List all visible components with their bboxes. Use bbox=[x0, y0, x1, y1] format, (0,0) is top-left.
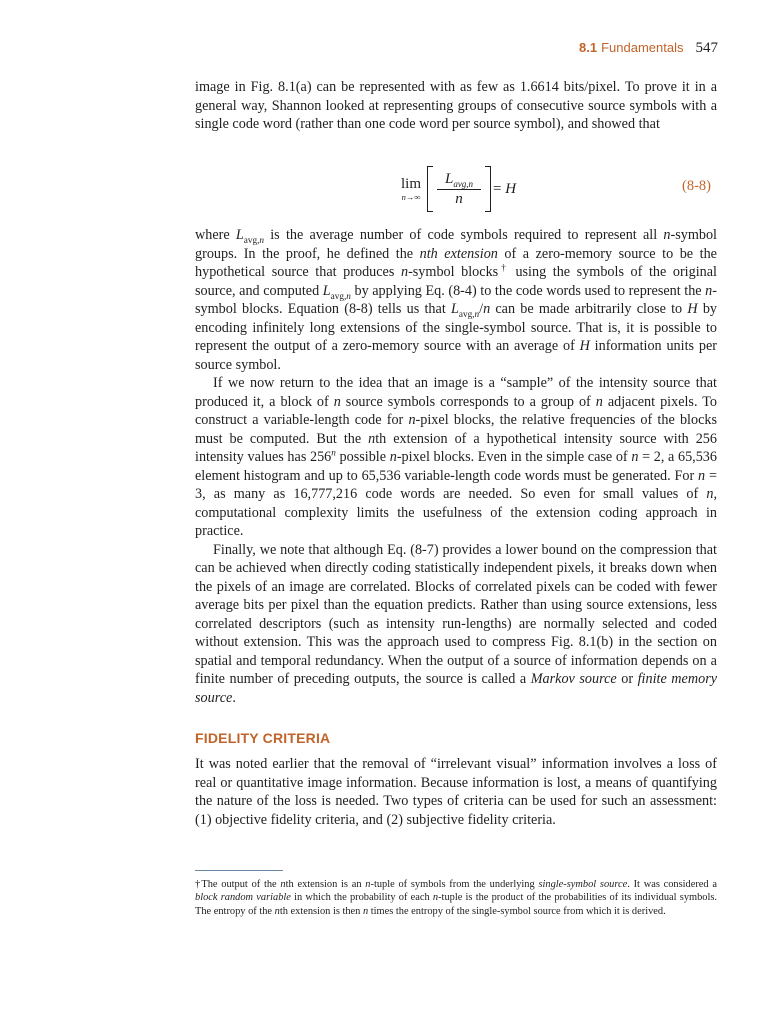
limit-subscript: n→∞ bbox=[401, 192, 421, 202]
header-section-title: Fundamentals bbox=[601, 40, 684, 55]
equation-rhs: = H bbox=[493, 180, 517, 197]
page-number: 547 bbox=[695, 40, 718, 56]
paragraph-markov-source: Finally, we note that although Eq. (8-7) provides a lower bound on the compression that can be achieved when directly coding statistically independent pixels, it breaks down when the pixels of an image are correlated. Blocks of correlated pixels can be coded with fewer average bits per pixel than the equation predicts. Rather than using source extensions, less correlated descriptors (such as intensity run-lengths) are normally selected and coded without extension. This was the approach used to compress Fig. 8.1(b) in the section on spatial and temporal redundancy. When the output of a source of information depends on a finite number of preceding outputs, the source is called a Markov source or finite memory source. bbox=[195, 541, 718, 706]
section-heading-fidelity-criteria: FIDELITY CRITERIA bbox=[195, 730, 331, 746]
paragraph-nth-extension: where $L_{avg,n}$ is the average number of code symbols required to represent all n-symbol groups. In the proof, he defined the nth extension of a zero-memory source to be the hypothetical source that produces n-symbol blocks† using the symbols of the original source, and computed $L_{avg,n}$ by applying Eq. (8-4) to the code words used to represent the n-symbol blocks. Equation (8-8) tells us that $L_{avg,n}/n$ can be made arbitrarily close to H by encoding infinitely long extensions of the single-symbol source. That is, it is possible to represent the output of a zero-memory source with an average of H information units per source symbol. bbox=[195, 227, 718, 373]
equation-number: (8-8) bbox=[682, 178, 711, 194]
right-bracket bbox=[485, 166, 491, 212]
paragraph-fidelity-intro: It was noted earlier that the removal of “irrelevant visual” information involves a loss of real or quantitative image information. Because information is lost, a means of quantifying the nature of the loss is needed. Two types of criteria can be used for such an assessment: (1) objective fidelity criteria, and (2) subjective fidelity criteria. bbox=[195, 756, 717, 828]
left-bracket bbox=[427, 166, 433, 212]
fraction-denominator: n bbox=[455, 190, 463, 207]
body-block-bottom bbox=[195, 755, 717, 829]
equation-body bbox=[401, 165, 516, 213]
footnote-divider bbox=[195, 870, 283, 871]
paragraph-intensity-source: If we now return to the idea that an image is a “sample” of the intensity source that produced it, a block of n source symbols corresponds to a group of n adjacent pixels. To construct a variable-length code for n-pixel blocks, the relative frequencies of the blocks must be computed. But the nth extension of a hypothetical intensity source with 256 intensity values has 256$^n$ possible n-pixel blocks. Even in the simple case of n = 2, a 65,536 element histogram and up to 65,536 variable-length code words must be generated. For n = 3, as many as 16,777,216 code words are needed. So even for small values of n, computational complexity limits the usefulness of the extension coding approach in practice. bbox=[195, 375, 717, 539]
paragraph-shannon-intro: image in Fig. 8.1(a) can be represented with as few as 1.6614 bits/pixel. To prove it in a general way, Shannon looked at representing groups of consecutive source symbols with a single code word (rather than one code word per source symbol), and showed that bbox=[195, 79, 717, 132]
equation-8-8 bbox=[195, 163, 717, 219]
fraction bbox=[437, 170, 481, 209]
limit-operator: lim n→∞ bbox=[401, 176, 422, 202]
header-section-number: 8.1 bbox=[579, 40, 598, 55]
footnote-marker: † bbox=[498, 262, 509, 273]
body-block-middle bbox=[195, 226, 717, 707]
body-block-top bbox=[195, 78, 717, 134]
footnote: †The output of the nth extension is an n-tuple of symbols from the underlying single-symbol source. It was considered a block random variable in which the probability of each n-tuple is the product of the probabilities of its individual symbols. The entropy of the nth extension is then n times the entropy of the single-symbol source from which it is derived. bbox=[195, 879, 718, 917]
fraction-numerator: $L_{avg,n}$ bbox=[444, 170, 474, 189]
running-header bbox=[579, 40, 718, 57]
